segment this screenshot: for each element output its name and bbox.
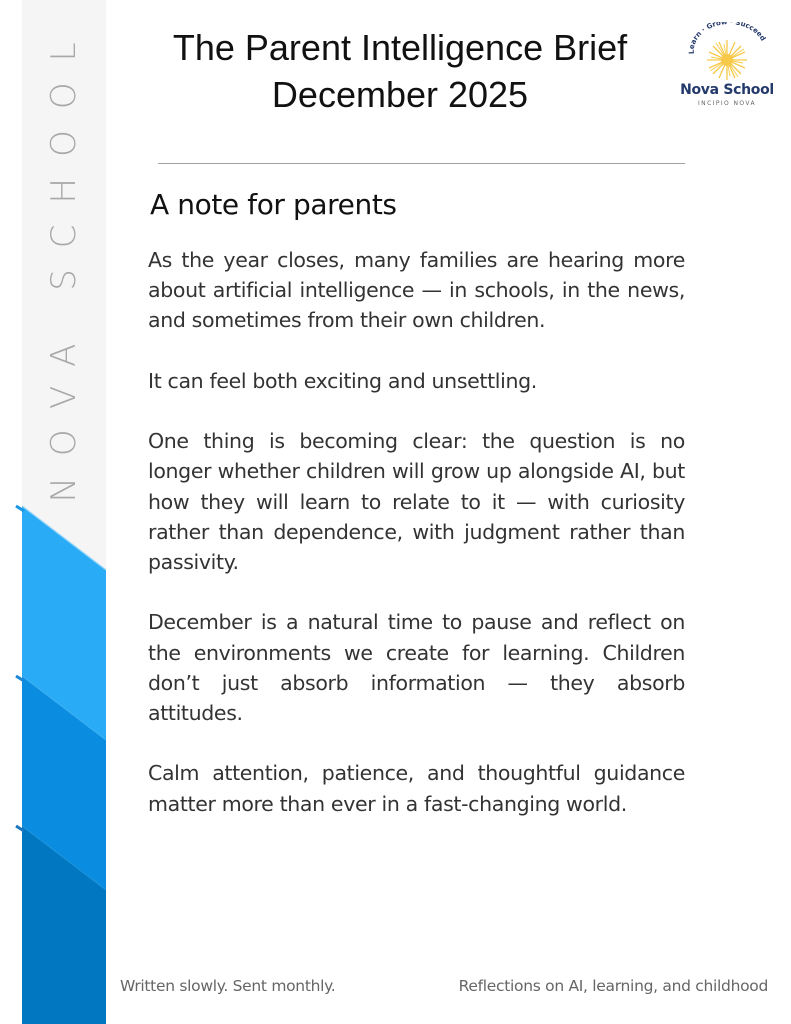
header-divider: [158, 163, 685, 164]
footer-tagline-right: Reflections on AI, learning, and childhood: [458, 977, 768, 995]
section-heading: A note for parents: [150, 188, 397, 221]
paragraph-2: It can feel both exciting and unsettling.: [148, 368, 537, 393]
footer-tagline-left: Written slowly. Sent monthly.: [120, 977, 336, 995]
band-edge-marks: [14, 500, 28, 840]
title-line-2: December 2025: [271, 74, 529, 115]
sunburst-icon: [672, 22, 782, 84]
paragraph-5: Calm attention, patience, and thoughtful guidance matter more than ever in a fast-changing world.: [148, 761, 685, 816]
body-text: [148, 245, 685, 849]
paragraph-4: December is a natural time to pause and reflect on the environments we create for learning. Children don’t just absorb information — they absorb attitudes.: [148, 610, 685, 725]
school-logo: [672, 22, 782, 112]
logo-name: Nova School: [680, 82, 774, 98]
logo-arc-text: Learn · Grow · Succeed: [687, 22, 768, 55]
paragraph-1: As the year closes, many families are hearing more about artificial intelligence — in schools, in the news, and sometimes from their own children.: [148, 248, 685, 333]
paragraph-3: One thing is becoming clear: the question is no longer whether children will grow up alongside AI, but how they will learn to relate to it — with curiosity rather than dependence, with judgment rather than passivity.: [148, 429, 685, 574]
title-line-1: The Parent Intelligence Brief: [172, 27, 628, 68]
sidebar: [22, 0, 106, 1024]
sidebar-vertical-text: NOVA SCHOOL: [44, 21, 84, 503]
page-title: [120, 24, 680, 118]
logo-motto: INCIPIO NOVA: [698, 100, 756, 107]
